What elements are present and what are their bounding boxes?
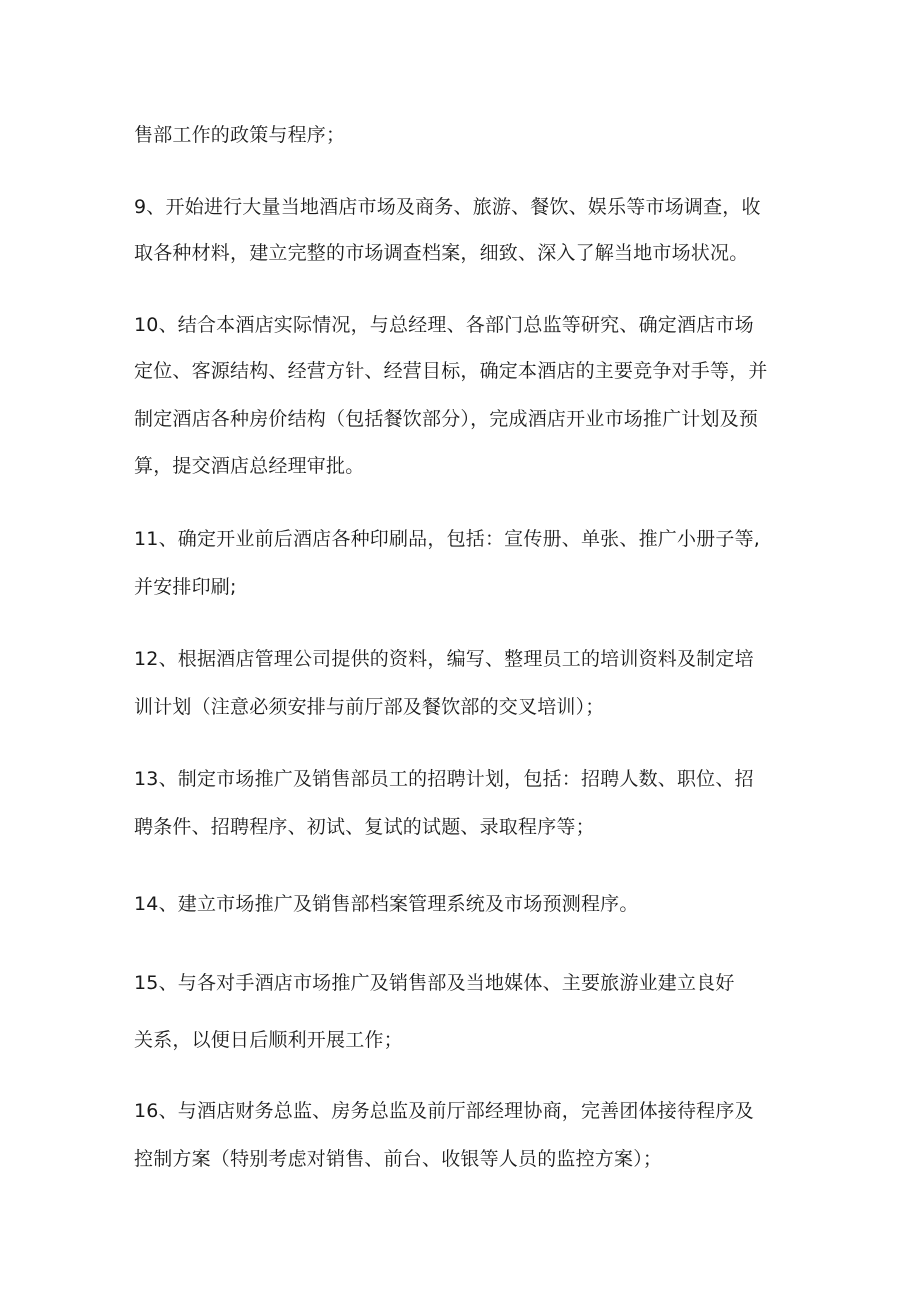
paragraph-16-line-2: 控制方案（特别考虑对销售、前台、收银等人员的监控方案）； — [134, 1148, 663, 1170]
paragraph-16-line-1: 16、与酒店财务总监、房务总监及前厅部经理协商，完善团体接待程序及 — [134, 1100, 754, 1122]
paragraph-10-line-4: 算，提交酒店总经理审批。 — [134, 455, 365, 477]
paragraph-13-line-1: 13、制定市场推广及销售部员工的招聘计划，包括：招聘人数、职位、招 — [134, 768, 754, 790]
paragraph-11-line-2: 并安排印刷; — [134, 576, 237, 598]
paragraph-14-line-1: 14、建立市场推广及销售部档案管理系统及市场预测程序。 — [134, 893, 639, 915]
paragraph-9-line-2: 取各种材料，建立完整的市场调查档案，细致、深入了解当地市场状况。 — [134, 242, 749, 264]
paragraph-10-line-3: 制定酒店各种房价结构（包括餐饮部分），完成酒店开业市场推广计划及预 — [134, 408, 759, 430]
paragraph-9-line-1: 9、开始进行大量当地酒店市场及商务、旅游、餐饮、娱乐等市场调查，收 — [134, 196, 761, 218]
paragraph-10-line-1: 10、结合本酒店实际情况，与总经理、各部门总监等研究、确定酒店市场 — [134, 314, 754, 336]
paragraph-13-line-2: 聘条件、招聘程序、初试、复试的试题、录取程序等； — [134, 816, 595, 838]
paragraph-12-line-2: 训计划（注意必须安排与前厅部及餐饮部的交叉培训）； — [134, 696, 605, 718]
paragraph-8-line-1: 售部工作的政策与程序； — [134, 124, 346, 146]
paragraph-15-line-2: 关系，以便日后顺利开展工作； — [134, 1029, 403, 1051]
paragraph-12-line-1: 12、根据酒店管理公司提供的资料，编写、整理员工的培训资料及制定培 — [134, 648, 754, 670]
paragraph-11-line-1: 11、确定开业前后酒店各种印刷品，包括：宣传册、单张、推广小册子等, — [134, 528, 761, 550]
paragraph-10-line-2: 定位、客源结构、经营方针、经营目标，确定本酒店的主要竞争对手等，并 — [134, 360, 768, 382]
paragraph-15-line-1: 15、与各对手酒店市场推广及销售部及当地媒体、主要旅游业建立良好 — [134, 972, 735, 994]
